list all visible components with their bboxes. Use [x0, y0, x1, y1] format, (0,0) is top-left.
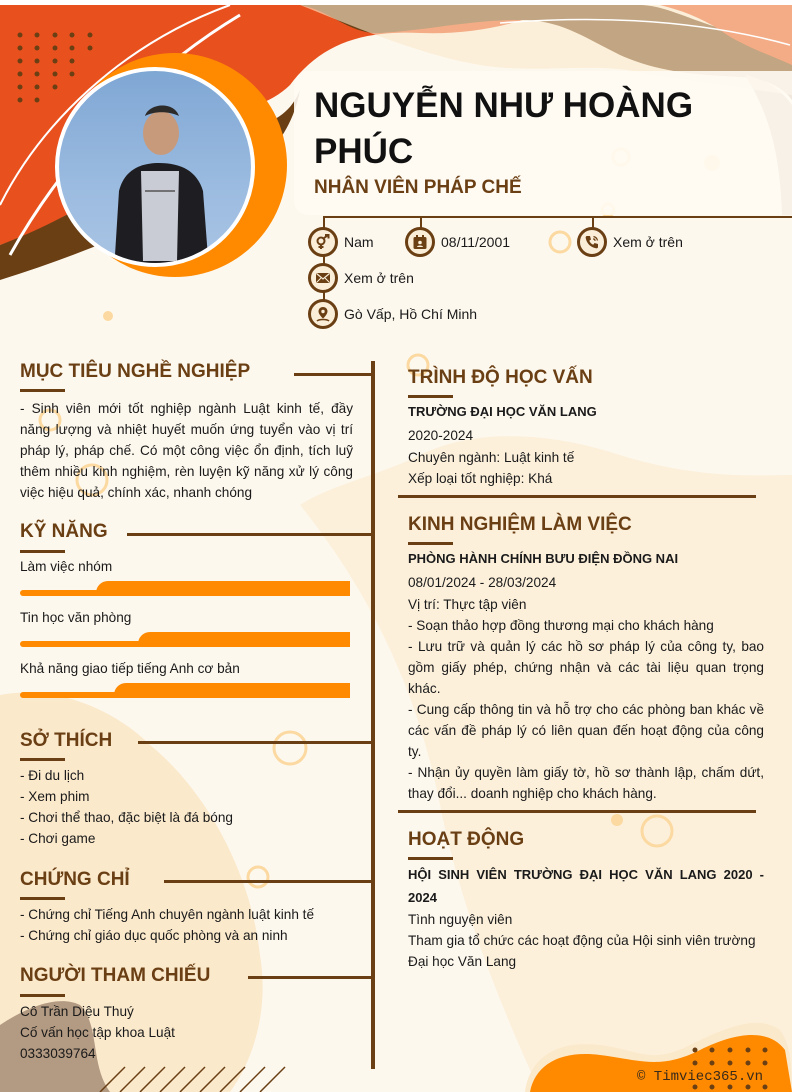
watermark: © Timviec365.vn — [637, 1069, 764, 1085]
education-period: 2020-2024 — [408, 428, 474, 443]
hobby-item: - Đi du lịch — [20, 768, 85, 783]
email-icon — [308, 263, 338, 293]
section-underline — [408, 395, 453, 398]
skill-label: Khả năng giao tiếp tiếng Anh cơ bản — [20, 661, 240, 676]
section-divider — [398, 495, 756, 498]
section-title-experience: KINH NGHIỆM LÀM VIỆC — [408, 514, 632, 535]
job-title: NHÂN VIÊN PHÁP CHẾ — [314, 177, 522, 198]
contact-phone — [577, 227, 683, 257]
experience-period: 08/01/2024 - 28/03/2024 — [408, 575, 557, 590]
skill-bar-teamwork — [20, 581, 350, 596]
education-school: TRƯỜNG ĐẠI HỌC VĂN LANG — [408, 404, 597, 419]
phone-icon — [577, 227, 607, 257]
section-connector — [294, 373, 374, 376]
activity-description: Tham gia tổ chức các hoạt động của Hội sinh viên trường Đại học Văn Lang — [408, 933, 756, 969]
section-title-skills: KỸ NĂNG — [20, 521, 108, 542]
section-title-references: NGƯỜI THAM CHIẾU — [20, 965, 211, 986]
reference-name: Cô Trần Diệu Thuý — [20, 1004, 134, 1019]
contact-address — [308, 299, 477, 329]
reference-title: Cố vấn học tập khoa Luật — [20, 1025, 175, 1040]
section-title-education: TRÌNH ĐỘ HỌC VẤN — [408, 367, 593, 388]
activity-role: Tình nguyện viên — [408, 912, 513, 927]
section-connector — [138, 741, 374, 744]
section-underline — [20, 758, 65, 761]
cv-page — [0, 5, 792, 1092]
address-value: Gò Vấp, Hồ Chí Minh — [344, 306, 478, 322]
section-title-hobbies: SỞ THÍCH — [20, 730, 113, 751]
section-connector — [127, 533, 374, 536]
section-connector — [248, 976, 374, 979]
section-title-objective: MỤC TIÊU NGHỀ NGHIỆP — [20, 361, 251, 382]
contact-divider — [323, 216, 792, 218]
section-title-certificates: CHỨNG CHỈ — [20, 869, 130, 890]
education-grade: Xếp loại tốt nghiệp: Khá — [408, 471, 553, 486]
person-silhouette-icon — [59, 71, 255, 267]
profile-photo — [55, 67, 255, 267]
experience-duty: - Cung cấp thông tin và hỗ trợ cho các phòng ban khác về các vấn đề pháp lý có liên quan đến hoạt động của công ty. — [408, 702, 764, 759]
gender-icon — [308, 227, 338, 257]
phone-value: Xem ở trên — [613, 234, 683, 250]
section-underline — [20, 994, 65, 997]
skill-bar-office — [20, 632, 350, 647]
skill-label: Làm việc nhóm — [20, 559, 113, 574]
calendar-icon — [405, 227, 435, 257]
profile-photo-frame — [55, 67, 255, 267]
certificate-item: - Chứng chỉ giáo dục quốc phòng và an ninh — [20, 928, 288, 943]
section-divider — [398, 810, 756, 813]
education-major: Chuyên ngành: Luật kinh tế — [408, 450, 575, 465]
section-underline — [408, 857, 453, 860]
certificate-item: - Chứng chỉ Tiếng Anh chuyên ngành luật kinh tế — [20, 907, 315, 922]
location-icon — [308, 299, 338, 329]
skill-bar-english — [20, 683, 350, 698]
section-connector — [164, 880, 374, 883]
section-underline — [20, 389, 65, 392]
birthday-value: 08/11/2001 — [441, 234, 511, 250]
column-divider — [371, 361, 375, 1069]
activity-org: HỘI SINH VIÊN TRƯỜNG ĐẠI HỌC VĂN LANG 2020 - 2024 — [408, 867, 764, 905]
hobby-item: - Xem phim — [20, 789, 90, 804]
section-title-activities: HOẠT ĐỘNG — [408, 829, 525, 850]
contact-gender — [308, 227, 374, 257]
objective-text: - Sinh viên mới tốt nghiệp ngành Luật kinh tế, đầy năng lượng và nhiệt huyết muốn ứng tuyển vào vị trí pháp lý, pháp chế. Có một công việc ổn định, tích luỹ thêm nhiều kinh nghiệm, rèn luyện kỹ năng xử lý công việc hiệu quả, chính xác, nhanh chóng — [20, 401, 353, 500]
reference-phone: 0333039764 — [20, 1046, 96, 1061]
contact-email — [308, 263, 414, 293]
section-underline — [20, 897, 65, 900]
email-value: Xem ở trên — [344, 270, 414, 286]
experience-position: Vị trí: Thực tập viên — [408, 597, 527, 612]
contact-birthday — [405, 227, 510, 257]
experience-duty: - Nhận ủy quyền làm giấy tờ, hồ sơ thành lập, chấm dứt, thay đổi... doanh nghiệp cho khách hàng. — [408, 765, 764, 801]
gender-value: Nam — [344, 234, 374, 250]
skill-label: Tin học văn phòng — [20, 610, 132, 625]
experience-duty: - Soạn thảo hợp đồng thương mại cho khách hàng — [408, 618, 714, 633]
hobby-item: - Chơi thể thao, đặc biệt là đá bóng — [20, 810, 233, 825]
section-underline — [20, 550, 65, 553]
candidate-name: NGUYỄN NHƯ HOÀNG PHÚC — [314, 86, 694, 171]
experience-duty: - Lưu trữ và quản lý các hồ sơ pháp lý của công ty, bao gồm giấy phép, chứng nhận và các tài liệu quan trọng khác. — [408, 639, 764, 696]
section-underline — [408, 542, 453, 545]
hobby-item: - Chơi game — [20, 831, 96, 846]
experience-company: PHÒNG HÀNH CHÍNH BƯU ĐIỆN ĐỒNG NAI — [408, 551, 679, 566]
